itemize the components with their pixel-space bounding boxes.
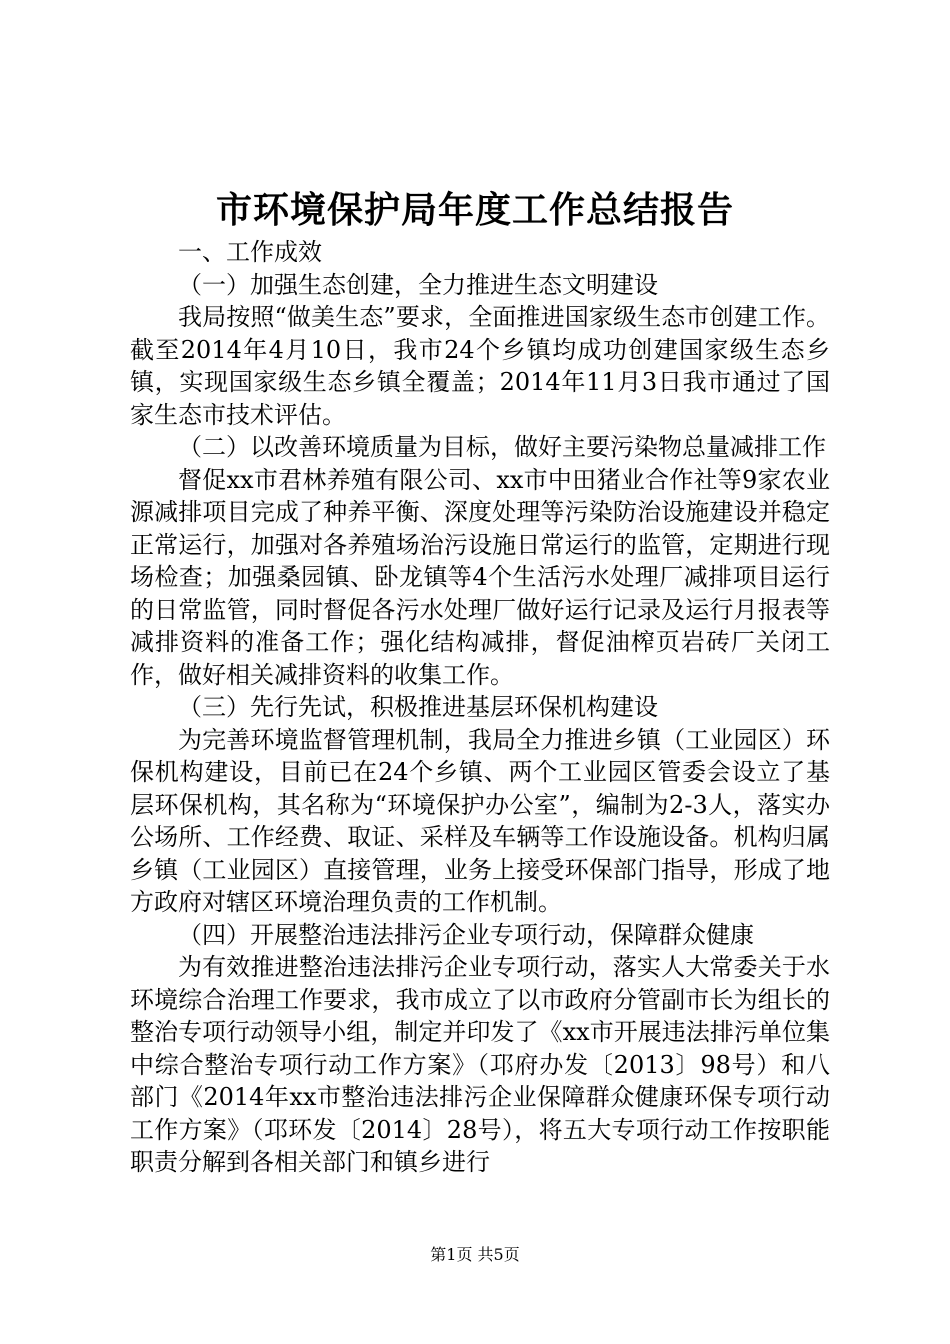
paragraph: 我局按照“做美生态”要求，全面推进国家级生态市创建工作。截至2014年4月10日，我市24个乡镇均成功创建国家级生态乡镇，实现国家级生态乡镇全覆盖；2014年11月3日我市通过了国家生态市技术评估。 — [130, 303, 830, 429]
paragraph: 为有效推进整治违法排污企业专项行动，落实人大常委关于水环境综合治理工作要求，我市成立了以市政府分管副市长为组长的整治专项行动领导小组，制定并印发了《xx市开展违法排污单位集中综合整治专项行动工作方案》（邛府办发〔2013〕98号）和八部门《2014年xx市整治违法排污企业保障群众健康环保专项行动工作方案》（邛环发〔2014〕28号），将五大专项行动工作按职能职责分解到各相关部门和镇乡进行 — [130, 953, 830, 1176]
document-body — [130, 236, 830, 1179]
subsection-heading: （一）加强生态创建，全力推进生态文明建设 — [178, 270, 658, 299]
subsection-heading: （三）先行先试，积极推进基层环保机构建设 — [178, 693, 658, 721]
section-heading: 一、工作成效 — [178, 238, 322, 266]
paragraph: 为完善环境监督管理机制，我局全力推进乡镇（工业园区）环保机构建设，目前已在24个乡镇、两个工业园区管委会设立了基层环保机构，其名称为“环境保护办公室”，编制为2-3人，落实办公场所、工作经费、取证、采样及车辆等工作设施设备。机构归属乡镇（工业园区）直接管理，业务上接受环保部门指导，形成了地方政府对辖区环境治理负责的工作机制。 — [130, 725, 830, 916]
page-number-footer: 第1页 共5页 — [430, 1245, 520, 1264]
paragraph: 督促xx市君林养殖有限公司、xx市中田猪业合作社等9家农业源减排项目完成了种养平衡、深度处理等污染防治设施建设并稳定正常运行，加强对各养殖场治污设施日常运行的监管，定期进行现场检查；加强桑园镇、卧龙镇等4个生活污水处理厂减排项目运行的日常监管，同时督促各污水处理厂做好运行记录及运行月报表等减排资料的准备工作；强化结构减排，督促油榨页岩砖厂关闭工作，做好相关减排资料的收集工作。 — [130, 465, 830, 689]
subsection-heading: （四）开展整治违法排污企业专项行动，保障群众健康 — [178, 920, 754, 949]
document-title: 市环境保护局年度工作总结报告 — [215, 189, 734, 231]
subsection-heading: （二）以改善环境质量为目标，做好主要污染物总量减排工作 — [178, 433, 826, 461]
